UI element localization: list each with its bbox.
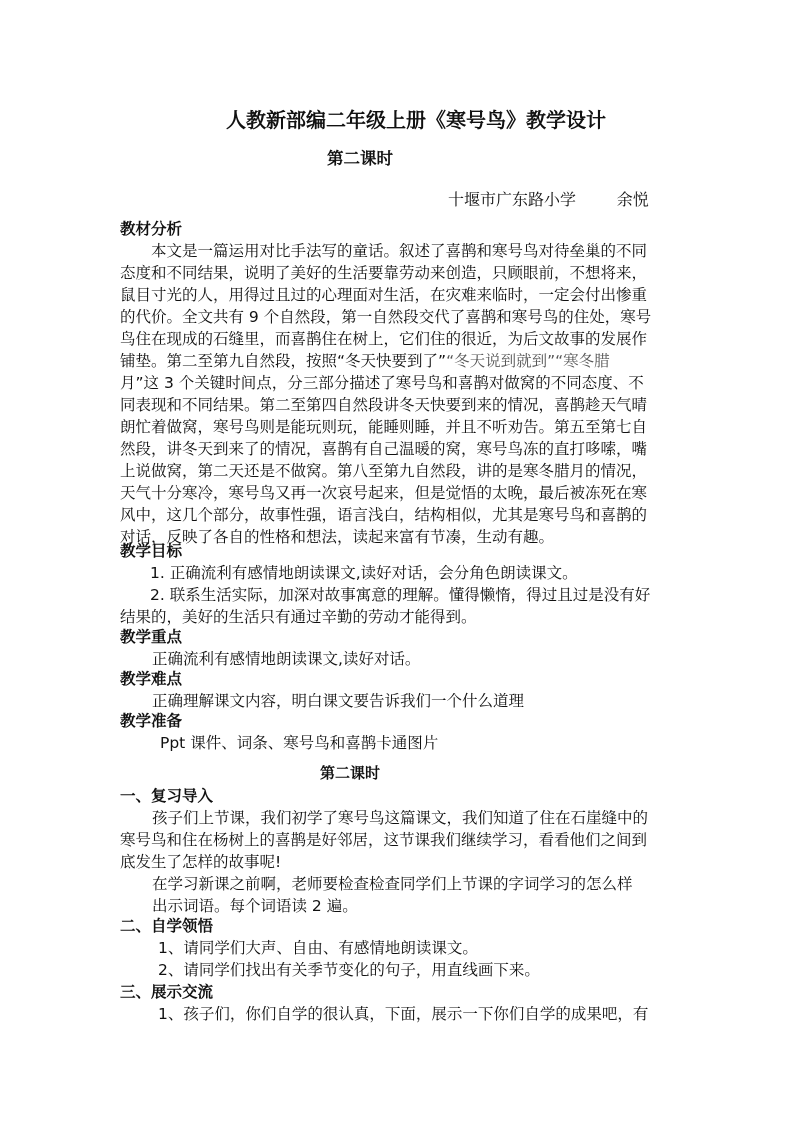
section-review-line: 寒号鸟和住在杨树上的喜鹊是好邻居，这节课我们继续学习，看看他们之间到 bbox=[120, 831, 648, 849]
key-points-text: 正确流利有感情地朗读课文,读好对话。 bbox=[152, 650, 421, 668]
goal-item: 结果的，美好的生活只有通过辛勤的劳动才能得到。 bbox=[120, 608, 477, 626]
analysis-line: 然段，讲冬天到来了的情况，喜鹊有自己温暖的窝，寒号鸟冻的直打哆嗦，嘴 bbox=[120, 440, 648, 458]
section-share-line: 1、孩子们，你们自学的很认真，下面，展示一下你们自学的成果吧，有 bbox=[158, 1005, 649, 1023]
author-line: 十堰市广东路小学 余悦 bbox=[448, 190, 649, 209]
difficulty-heading: 教学难点 bbox=[120, 670, 183, 688]
key-points-heading: 教学重点 bbox=[120, 628, 183, 646]
section-review-line: 出示词语。每个词语读 2 遍。 bbox=[152, 897, 358, 915]
analysis-line bbox=[120, 350, 680, 372]
analysis-line: 上说做窝，第二天还是不做窝。第八至第九自然段，讲的是寒冬腊月的情况， bbox=[120, 462, 648, 480]
section-review-line: 底发生了怎样的故事呢! bbox=[120, 853, 282, 871]
analysis-line: 本文是一篇运用对比手法写的童话。叙述了喜鹊和寒号鸟对待垒巢的不同 bbox=[151, 242, 648, 260]
preparation-text: Ppt 课件、词条、寒号鸟和喜鹊卡通图片 bbox=[160, 734, 439, 752]
lesson-subtitle: 第二课时 bbox=[327, 149, 393, 168]
section-review-heading: 一、复习导入 bbox=[120, 787, 214, 805]
document-title: 人教新部编二年级上册《寒号鸟》教学设计 bbox=[226, 108, 606, 132]
analysis-heading: 教材分析 bbox=[120, 220, 183, 238]
goal-item: 2. 联系生活实际，加深对故事寓意的理解。懂得懒惰，得过且过是没有好 bbox=[150, 586, 651, 604]
section-selfstudy-heading: 二、自学领悟 bbox=[120, 917, 214, 935]
analysis-line: 的代价。全文共有 9 个自然段，第一自然段交代了喜鹊和寒号鸟的住处，寒号 bbox=[120, 308, 652, 326]
preparation-heading: 教学准备 bbox=[120, 712, 183, 730]
goal-item: 1. 正确流利有感情地朗读课文,读好对话，会分角色朗读课文。 bbox=[150, 564, 578, 582]
section-review-line: 在学习新课之前啊，老师要检查检查同学们上节课的字词学习的怎么样 bbox=[152, 875, 633, 893]
analysis-line: 鼠目寸光的人，用得过且过的心理面对生活，在灾难来临时，一定会付出惨重 bbox=[120, 286, 648, 304]
difficulty-text: 正确理解课文内容，明白课文要告诉我们一个什么道理 bbox=[152, 692, 525, 710]
analysis-line: 月”这 3 个关键时间点，分三部分描述了寒号鸟和喜鹊对做窝的不同态度、不 bbox=[120, 374, 644, 392]
section-selfstudy-line: 1、请同学们大声、自由、有感情地朗读课文。 bbox=[158, 939, 478, 957]
section-share-heading: 三、展示交流 bbox=[120, 983, 214, 1001]
analysis-line-gray-text: “冬天说到就到”“寒冬腊 bbox=[446, 352, 610, 370]
analysis-line: 对话，反映了各自的性格和想法，读起来富有节凑，生动有趣。 bbox=[120, 528, 555, 546]
analysis-line: 鸟住在现成的石缝里，而喜鹊住在树上，它们住的很近，为后文故事的发展作 bbox=[120, 330, 648, 348]
analysis-line: 同表现和不同结果。第二至第四自然段讲冬天快要到来的情况，喜鹊趁天气晴 bbox=[120, 396, 648, 414]
analysis-line: 朗忙着做窝，寒号鸟则是能玩则玩，能睡则睡，并且不听劝告。第五至第七自 bbox=[120, 418, 648, 436]
section-review-line: 孩子们上节课，我们初学了寒号鸟这篇课文，我们知道了住在石崖缝中的 bbox=[152, 809, 649, 827]
analysis-line: 天气十分寒冷，寒号鸟又再一次哀号起来，但是觉悟的太晚，最后被冻死在寒 bbox=[120, 484, 648, 502]
analysis-line-text: 铺垫。第二至第九自然段，按照“冬天快要到了” bbox=[120, 352, 447, 370]
analysis-line: 风中，这几个部分，故事性强，语言浅白，结构相似，尤其是寒号鸟和喜鹊的 bbox=[120, 506, 648, 524]
goals-heading: 教学目标 bbox=[120, 542, 183, 560]
section-selfstudy-line: 2、请同学们找出有关季节变化的句子，用直线画下来。 bbox=[158, 961, 540, 979]
analysis-line: 态度和不同结果，说明了美好的生活要靠劳动来创造，只顾眼前，不想将来， bbox=[120, 264, 648, 282]
lesson-heading: 第二课时 bbox=[320, 764, 381, 782]
